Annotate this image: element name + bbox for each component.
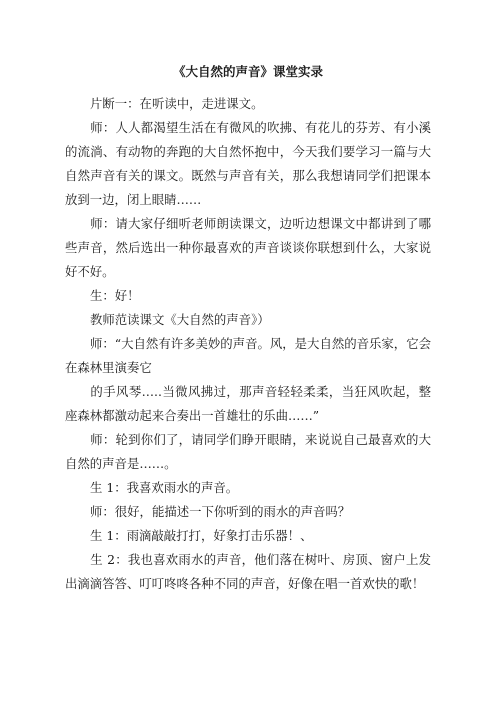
document-title: 《大自然的声音》课堂实录 [172,64,323,79]
paragraph-4: 生：好！ [90,288,140,303]
paragraph-10: 师：很好，能描述一下你听到的雨水的声音吗？ [90,504,351,519]
paragraph-1: 片断一：在听读中，走进课文。 [90,96,264,111]
paragraph-5: 教师范读课文《大自然的声音》） [90,312,270,327]
paragraph-3: 师：请大家仔细听老师朗读课文，边听边想课文中都讲到了哪些声音，然后选出一种你最喜欢的声音谈谈你联想到什么，大家说好不好。 [65,216,431,279]
paragraph-7: 的手风琴…..当微风拂过，那声音轻轻柔柔，当狂风吹起，整座森林都激动起来合奏出一首雄壮的乐曲……” [65,384,431,423]
paragraph-12: 生 2：我也喜欢雨水的声音，他们落在树叶、房顶、窗户上发出滴滴答答、叮叮咚咚各种不同的声音，好像在唱一首欢快的歌！ [65,552,431,591]
paragraph-9: 生 1：我喜欢雨水的声音。 [90,480,239,495]
paragraph-2: 师：人人都渴望生活在有微风的吹拂、有花儿的芬芳、有小溪的流淌、有动物的奔跑的大自然怀抱中，今天我们要学习一篇与大自然声音有关的课文。既然与声音有关，那么我想请同学们把课本放到一边，闭上眼睛…… [65,120,431,207]
paragraph-6: 师：“大自然有许多美妙的声音。风，是大自然的音乐家，它会在森林里演奏它 [65,336,431,375]
paragraph-8: 师：轮到你们了，请同学们睁开眼睛，来说说自己最喜欢的大自然的声音是……。 [65,432,431,471]
paragraph-11: 生 1：雨滴敲敲打打，好象打击乐器！、 [90,528,313,543]
